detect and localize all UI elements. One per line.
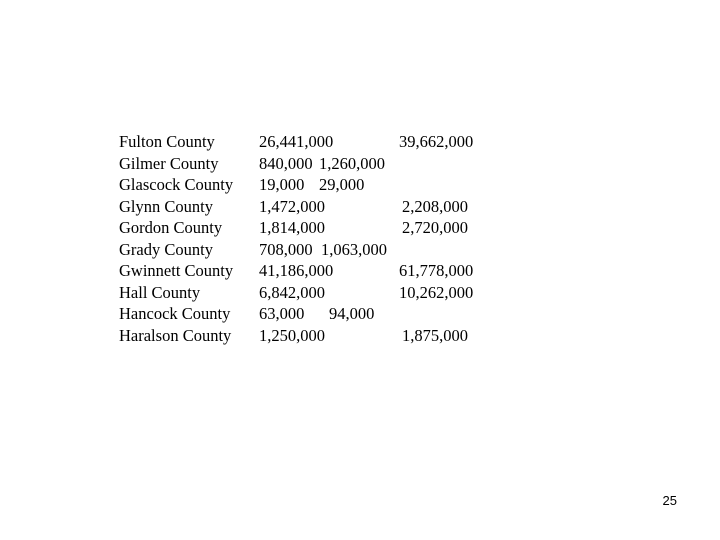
county-name: Glascock County — [119, 175, 234, 194]
table-row — [119, 153, 579, 175]
value-second: 1,875,000 — [402, 325, 468, 345]
county-name: Hall County — [119, 282, 201, 302]
value-second: 29,000 — [319, 175, 365, 194]
value-first: 6,842,000 — [259, 282, 325, 302]
page-number: 25 — [662, 493, 677, 508]
table-row — [119, 282, 579, 304]
table-row — [119, 174, 579, 196]
value-second: 61,778,000 — [399, 261, 474, 280]
value-second: 39,662,000 — [399, 132, 474, 151]
value-second: 10,262,000 — [399, 282, 474, 302]
value-first: 1,250,000 — [259, 325, 325, 345]
table-row — [119, 239, 579, 261]
value-first: 63,000 — [259, 304, 305, 323]
county-name: Gilmer County — [119, 153, 219, 173]
table-row — [119, 131, 579, 153]
county-name: Gordon County — [119, 218, 223, 237]
table-row — [119, 303, 579, 325]
value-second: 2,208,000 — [402, 196, 468, 216]
value-first: 1,814,000 — [259, 218, 325, 237]
county-name: Hancock County — [119, 304, 231, 323]
value-second: 1,063,000 — [321, 239, 387, 259]
table-row — [119, 260, 579, 282]
county-name: Fulton County — [119, 132, 215, 151]
value-first: 26,441,000 — [259, 132, 334, 151]
value-second: 1,260,000 — [319, 153, 385, 173]
table-row — [119, 325, 579, 347]
value-first: 41,186,000 — [259, 261, 334, 280]
value-second: 94,000 — [329, 304, 375, 323]
value-first: 840,000 — [259, 153, 313, 173]
value-first: 708,000 — [259, 239, 313, 259]
county-name: Grady County — [119, 239, 213, 259]
value-first: 19,000 — [259, 175, 305, 194]
value-first: 1,472,000 — [259, 196, 325, 216]
table-row — [119, 217, 579, 239]
county-table — [119, 131, 579, 346]
county-name: Haralson County — [119, 325, 232, 345]
county-name: Glynn County — [119, 196, 213, 216]
table-row — [119, 196, 579, 218]
county-name: Gwinnett County — [119, 261, 234, 280]
value-second: 2,720,000 — [402, 218, 468, 237]
